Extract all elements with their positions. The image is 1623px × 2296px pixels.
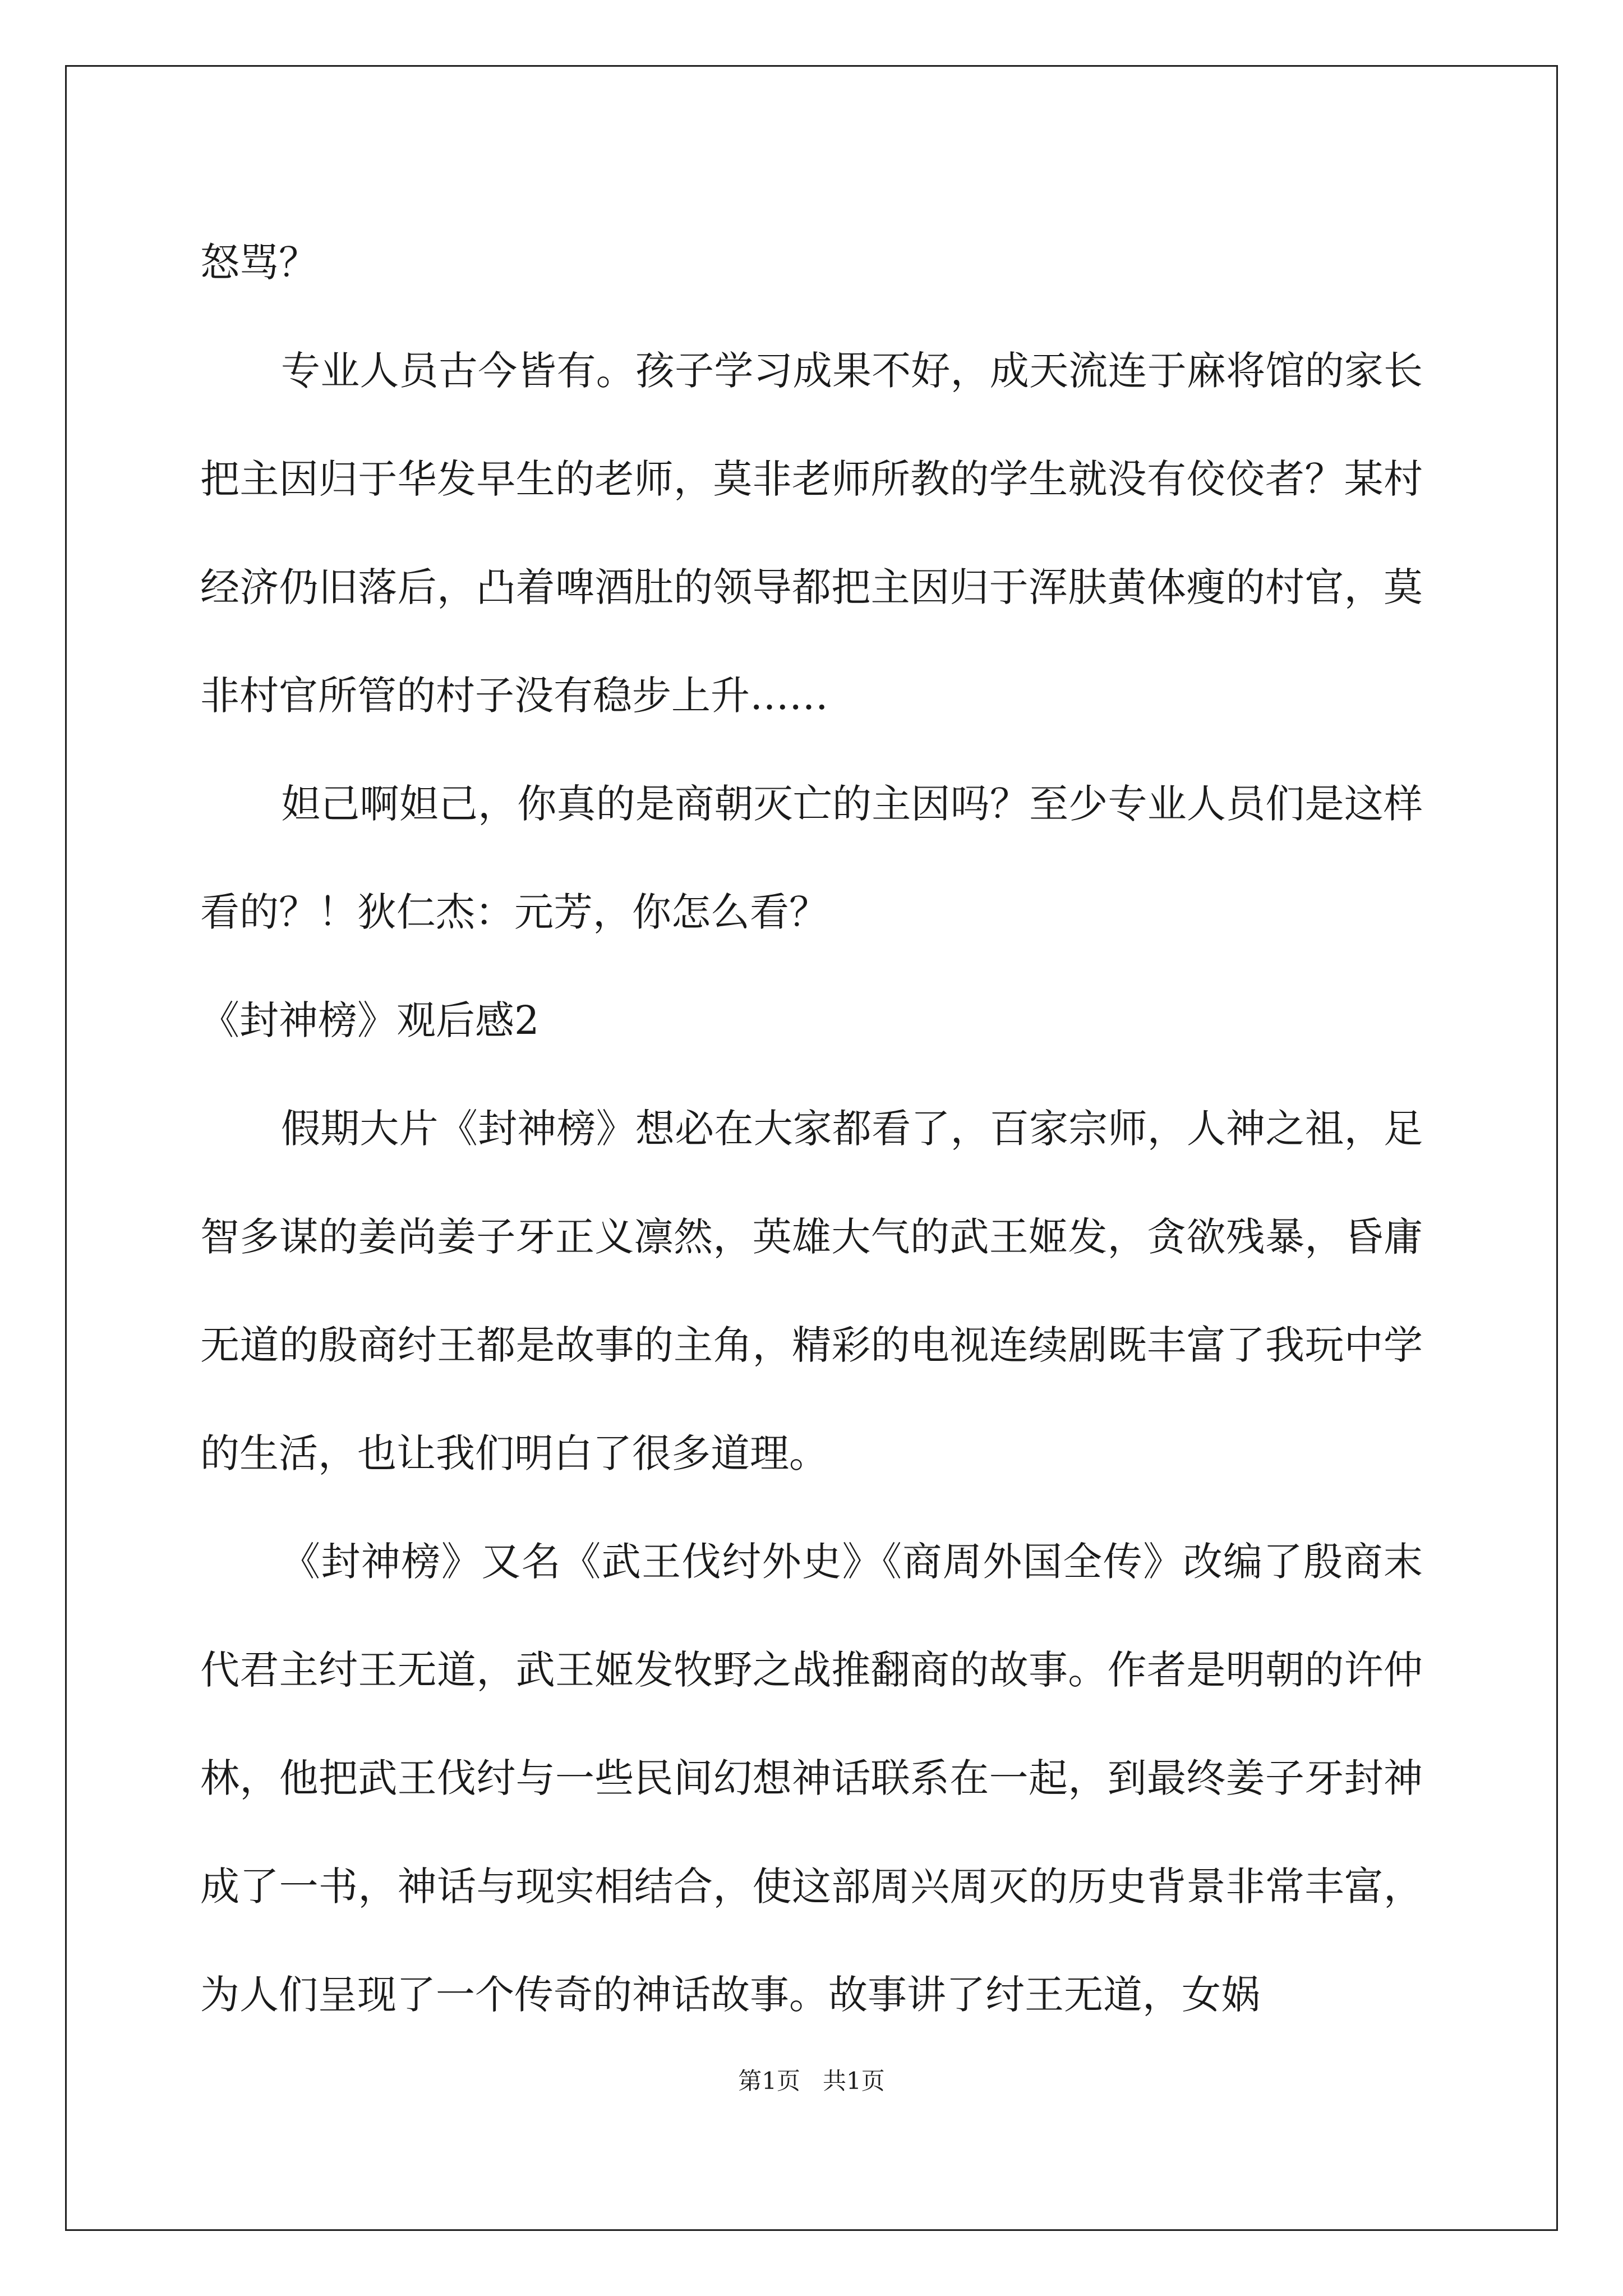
section-heading: 《封神榜》观后感2 xyxy=(200,997,540,1043)
paragraph-continuation: 怒骂？ xyxy=(200,240,318,286)
paragraph: 《封神榜》又名《武王伐纣外史》《商周外国全传》改编了殷商末代君主纣王无道，武王姬发牧野之战推翻商的故事。作者是明朝的许仲林，他把武王伐纣与一些民间幻想神话联系在一起，到最终姜子牙封神成了一书，神话与现实相结合，使这部周兴周灭的历史背景非常丰富，为人们呈现了一个传奇的神话故事。故事讲了纣王无道，女娲 xyxy=(200,1539,1423,2018)
page-footer xyxy=(0,2064,1623,2098)
document-body xyxy=(200,209,1423,2049)
paragraph: 假期大片《封神榜》想必在大家都看了，百家宗师，人神之祖，足智多谋的姜尚姜子牙正义凛然，英雄大气的武王姬发，贪欲残暴，昏庸无道的殷商纣王都是故事的主角，精彩的电视连续剧既丰富了我玩中学的生活，也让我们明白了很多道理。 xyxy=(200,1106,1423,1476)
page-total: 共1页 xyxy=(823,2067,885,2095)
page-number: 第1页 xyxy=(738,2067,800,2095)
paragraph: 妲己啊妲己，你真的是商朝灭亡的主因吗？至少专业人员们是这样看的？！狄仁杰：元芳，你怎么看？ xyxy=(200,781,1423,935)
paragraph: 专业人员古今皆有。孩子学习成果不好，成天流连于麻将馆的家长把主因归于华发早生的老师，莫非老师所教的学生就没有佼佼者？某村经济仍旧落后，凸着啤酒肚的领导都把主因归于浑肤黄体瘦的村官，莫非村官所管的村子没有稳步上升…… xyxy=(200,348,1423,719)
